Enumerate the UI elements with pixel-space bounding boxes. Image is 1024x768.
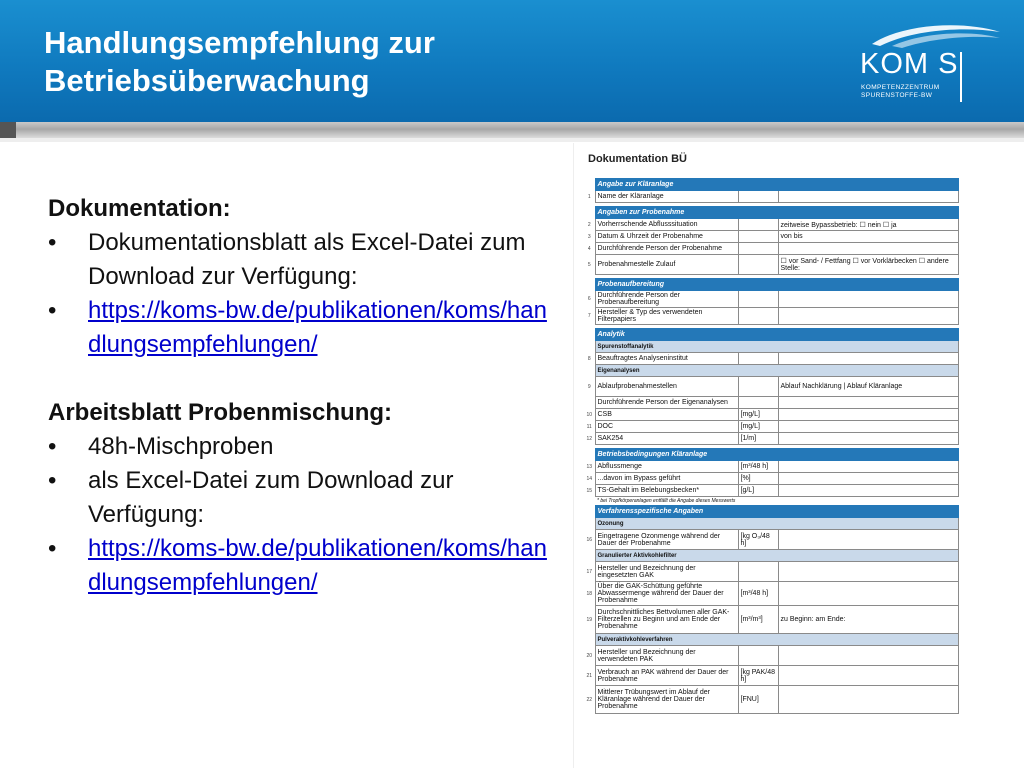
section-gap [48, 362, 558, 396]
row-number: 3 [587, 233, 591, 240]
document-title: Dokumentation BÜ [588, 153, 687, 165]
row-number [584, 518, 595, 530]
row-label: Durchführende Person der Probenaufbereitung [595, 291, 738, 308]
table-row [584, 686, 959, 714]
table-subsection-header [584, 550, 959, 562]
bullet-glyph: • [48, 229, 57, 256]
section-heading: Dokumentation: [48, 195, 231, 222]
table-section-header [584, 506, 959, 518]
footnote-text: * bei Tropfkörperanlagen entfällt die Angabe dieses Messwerts [597, 498, 736, 504]
row-label: Eingetragene Ozonmenge während der Dauer der Probenahme [595, 530, 738, 550]
bullet-glyph: • [48, 433, 57, 460]
row-number: 5 [587, 261, 591, 268]
row-value [778, 397, 959, 409]
section-label: Verfahrensspezifische Angaben [595, 506, 959, 518]
logo-text: KOM S [860, 48, 959, 80]
table-section-header [584, 207, 959, 219]
row-number: 4 [587, 245, 591, 252]
bullet-glyph: • [48, 535, 57, 562]
logo-swoosh-icon [862, 20, 1002, 50]
table-row [584, 606, 959, 634]
koms-logo [852, 20, 1002, 106]
table-row [584, 433, 959, 445]
bullet-text: Dokumentationsblatt als Excel-Datei zum Download zur Verfügung: [88, 229, 526, 290]
row-unit: [%] [738, 473, 778, 485]
download-link[interactable]: https://koms-bw.de/publikationen/koms/handlungsempfehlungen/ [88, 535, 547, 596]
bullet-text: 48h-Mischproben [88, 433, 274, 460]
row-unit: [mg/L] [738, 421, 778, 433]
row-value [778, 473, 959, 485]
row-number: 9 [587, 383, 591, 390]
row-number: 15 [586, 487, 593, 494]
document-table [584, 178, 959, 714]
table-section-header [584, 179, 959, 191]
row-unit: [1/m] [738, 433, 778, 445]
logo-divider [960, 52, 962, 102]
row-unit [738, 397, 778, 409]
row-label: Hersteller und Bezeichnung der verwendeten PAK [595, 646, 738, 666]
row-number [584, 397, 595, 409]
row-unit: [mg/L] [738, 409, 778, 421]
bullet-item [48, 532, 558, 600]
row-number [584, 329, 595, 341]
row-value [778, 562, 959, 582]
row-label: Durchschnittliches Bettvolumen aller GAK-Filterzellen zu Beginn und am Ende der Probenahme [595, 606, 738, 634]
row-number [584, 497, 595, 506]
row-unit: [m³/48 h] [738, 582, 778, 606]
row-value [778, 686, 959, 714]
section-label: Angaben zur Probenahme [595, 207, 959, 219]
row-label: CSB [595, 409, 738, 421]
row-value [778, 421, 959, 433]
row-value [778, 461, 959, 473]
row-unit [738, 191, 778, 203]
row-number [584, 550, 595, 562]
section-label: Probenaufbereitung [595, 279, 959, 291]
header-stripe-tab [0, 122, 16, 138]
row-unit: [kg O₃/48 h] [738, 530, 778, 550]
table-row [584, 461, 959, 473]
table-subsection-header [584, 365, 959, 377]
section-label: Pulveraktivkohleverfahren [595, 634, 959, 646]
download-link[interactable]: https://koms-bw.de/publikationen/koms/handlungsempfehlungen/ [88, 297, 547, 358]
row-number: 11 [586, 423, 592, 430]
row-number: 2 [587, 221, 591, 228]
row-number [584, 506, 595, 518]
table-subsection-header [584, 634, 959, 646]
row-unit: [m³/m³] [738, 606, 778, 634]
bullet-item [48, 430, 558, 464]
row-label: Probenahmestelle Zulauf [595, 255, 738, 275]
table-section-header [584, 329, 959, 341]
row-unit [738, 243, 778, 255]
section-label: Analytik [595, 329, 959, 341]
table-section-header [584, 449, 959, 461]
bullet-glyph: • [48, 467, 57, 494]
row-number: 10 [586, 411, 593, 418]
table-row [584, 409, 959, 421]
row-unit: [m³/48 h] [738, 461, 778, 473]
table-row [584, 308, 959, 325]
row-label: Über die GAK-Schüttung geführte Abwassermenge während der Dauer der Probenahme [595, 582, 738, 606]
table-row [584, 243, 959, 255]
table-row [584, 353, 959, 365]
slide-title: Handlungsempfehlung zur Betriebsüberwachung [44, 25, 435, 98]
logo-subtitle-line2: SPURENSTOFFE-BW [861, 92, 933, 99]
row-value: zeitweise Bypassbetrieb: ☐ nein ☐ ja [778, 219, 959, 231]
content-body [48, 192, 558, 600]
row-unit [738, 646, 778, 666]
section-label: Angabe zur Kläranlage [595, 179, 959, 191]
row-number [584, 179, 595, 191]
row-value [778, 291, 959, 308]
row-number [584, 365, 595, 377]
row-label: Vorherrschende Abflusssituation [595, 219, 738, 231]
bullet-item [48, 226, 558, 294]
row-label: TS-Gehalt im Belebungsbecken* [595, 485, 738, 497]
table-subsection-header [584, 341, 959, 353]
row-value [778, 308, 959, 325]
bullet-glyph: • [48, 297, 57, 324]
row-value [778, 530, 959, 550]
table-row [584, 421, 959, 433]
section-label: Betriebsbedingungen Kläranlage [595, 449, 959, 461]
row-number [584, 634, 595, 646]
row-value: Ablauf Nachklärung | Ablauf Kläranlage [778, 377, 959, 397]
header-stripe [0, 122, 1024, 138]
row-value [778, 485, 959, 497]
row-number: 1 [587, 193, 591, 200]
table-subsection-header [584, 518, 959, 530]
row-number: 17 [586, 568, 593, 575]
section-dokumentation [48, 192, 558, 362]
row-unit: [g/L] [738, 485, 778, 497]
table-row [584, 219, 959, 231]
row-number: 6 [587, 296, 591, 302]
row-unit: [kg PAK/48 h] [738, 666, 778, 686]
table-footnote [584, 497, 959, 506]
row-label: Ablaufprobenahmestellen [595, 377, 738, 397]
row-number: 8 [587, 355, 591, 362]
table-row [584, 582, 959, 606]
document-preview [573, 143, 973, 768]
row-value [778, 646, 959, 666]
section-heading: Arbeitsblatt Probenmischung: [48, 399, 393, 426]
row-unit [738, 562, 778, 582]
row-unit [738, 353, 778, 365]
table-row [584, 473, 959, 485]
table-row [584, 666, 959, 686]
row-number: 22 [586, 696, 593, 703]
bullet-item [48, 294, 558, 362]
row-value [778, 433, 959, 445]
row-label: Durchführende Person der Probenahme [595, 243, 738, 255]
row-value [778, 666, 959, 686]
table-row [584, 646, 959, 666]
row-value [778, 243, 959, 255]
row-value: zu Beginn: am Ende: [778, 606, 959, 634]
table-row [584, 291, 959, 308]
bullet-item [48, 464, 558, 532]
row-unit [738, 231, 778, 243]
row-number: 21 [586, 672, 593, 679]
row-number: 20 [586, 652, 593, 659]
row-value [778, 191, 959, 203]
table-row [584, 191, 959, 203]
table-row [584, 231, 959, 243]
row-value [778, 409, 959, 421]
row-label: DOC [595, 421, 738, 433]
row-label: Name der Kläranlage [595, 191, 738, 203]
row-unit [738, 219, 778, 231]
table-row [584, 377, 959, 397]
row-number: 18 [586, 590, 593, 597]
row-value: ☐ vor Sand- / Fettfang ☐ vor Vorklärbecken ☐ andere Stelle: [778, 255, 959, 275]
row-number [584, 279, 595, 291]
row-label: Verbrauch an PAK während der Dauer der Probenahme [595, 666, 738, 686]
table-row [584, 397, 959, 409]
row-label: Hersteller & Typ des verwendeten Filterpapiers [595, 308, 738, 325]
table-section-header [584, 279, 959, 291]
row-number [584, 449, 595, 461]
row-value [778, 582, 959, 606]
row-label: Abflussmenge [595, 461, 738, 473]
row-label: Hersteller und Bezeichnung der eingesetzten GAK [595, 562, 738, 582]
row-label: Beauftragtes Analyseninstitut [595, 353, 738, 365]
row-unit [738, 377, 778, 397]
section-label: Ozonung [595, 518, 959, 530]
header-bar [0, 0, 1024, 122]
table-row [584, 530, 959, 550]
section-label: Granulierter Aktivkohlefilter [595, 550, 959, 562]
table-row [584, 255, 959, 275]
table-row [584, 485, 959, 497]
row-number: 14 [586, 475, 593, 482]
row-number [584, 341, 595, 353]
row-label: ...davon im Bypass geführt [595, 473, 738, 485]
row-unit [738, 291, 778, 308]
row-value [778, 353, 959, 365]
section-label: Spurenstoffanalytik [595, 341, 959, 353]
section-label: Eigenanalysen [595, 365, 959, 377]
bullet-text: als Excel-Datei zum Download zur Verfügung: [88, 467, 454, 528]
row-number: 13 [586, 463, 593, 470]
row-value: von bis [778, 231, 959, 243]
row-number: 7 [587, 313, 591, 319]
row-number: 12 [586, 435, 593, 442]
row-label: Durchführende Person der Eigenanalysen [595, 397, 738, 409]
row-unit [738, 308, 778, 325]
table-row [584, 562, 959, 582]
row-label: SAK254 [595, 433, 738, 445]
logo-subtitle-line1: KOMPETENZZENTRUM [861, 84, 940, 91]
row-unit: [FNU] [738, 686, 778, 714]
row-label: Datum & Uhrzeit der Probenahme [595, 231, 738, 243]
row-number: 19 [586, 616, 593, 623]
header-stripe-light [0, 138, 1024, 142]
row-number: 16 [586, 536, 593, 543]
row-number [584, 207, 595, 219]
row-unit [738, 255, 778, 275]
row-label: Mittlerer Trübungswert im Ablauf der Kläranlage während der Dauer der Probenahme [595, 686, 738, 714]
section-arbeitsblatt [48, 396, 558, 600]
